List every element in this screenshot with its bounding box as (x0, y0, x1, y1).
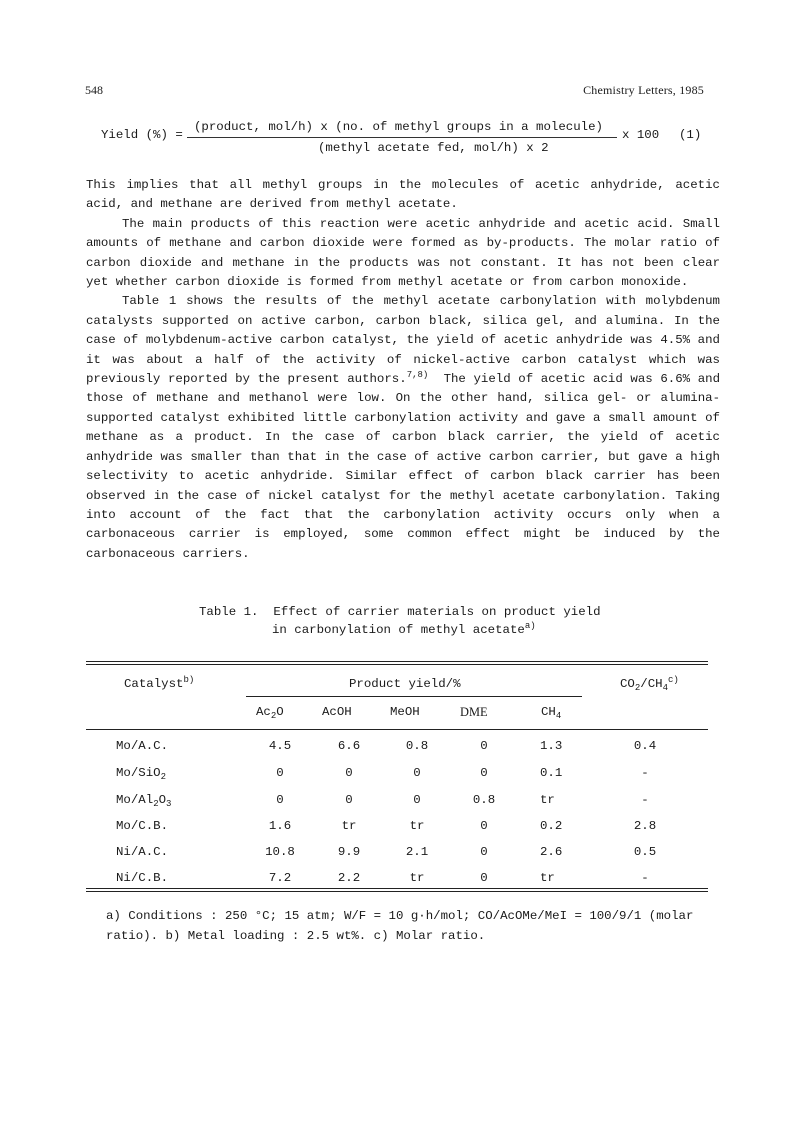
equation-number: (1) (679, 128, 702, 142)
table-cell-acoh: 6.6 (337, 739, 361, 753)
table-cell-catalyst (116, 793, 216, 807)
ac2o-o: O (276, 705, 284, 719)
header-ac2o (256, 705, 284, 719)
catalyst-subscript: 2 (153, 799, 159, 809)
header-catalyst (124, 677, 194, 691)
table-cell-ch4: 0.2 (540, 819, 563, 833)
catalyst-name: Ni/C.B. (116, 871, 169, 885)
table-cell-dme: 0 (480, 819, 488, 833)
table-cell-ac2o: 0 (276, 766, 284, 780)
table-cell-ac2o: 10.8 (265, 845, 295, 859)
equation-multiplier: x 100 (622, 128, 660, 142)
table-cell-catalyst (116, 739, 216, 753)
table-cell-catalyst (116, 819, 216, 833)
catalyst-name: Ni/A.C. (116, 845, 169, 859)
table-bottom-rule-double (86, 891, 708, 892)
table-cell-acoh: tr (341, 819, 357, 833)
table-caption-superscript: a) (524, 621, 536, 631)
ac2o-ac: Ac (256, 705, 271, 719)
table-cell-ch4: tr (540, 793, 555, 807)
paragraph-2: The main products of this reaction were acetic anhydride and acetic acid. Small amounts of methane and carbon dioxide were formed as by-products. The molar ratio of carbon dioxide and methane in the products was not constant. It has not been clear yet whether carbon dioxide is formed from methyl acetate or from carbon monoxide. (86, 216, 720, 290)
table-cell-ratio: 0.5 (633, 845, 657, 859)
table-cell-ac2o: 1.6 (268, 819, 292, 833)
header-catalyst-text: Catalyst (124, 677, 184, 691)
ch4-sub: 4 (555, 711, 562, 721)
paragraph-3 (86, 292, 720, 564)
table-footnote-line-2: ratio). b) Metal loading : 2.5 wt%. c) Molar ratio. (106, 929, 486, 943)
header-acoh: AcOH (322, 705, 352, 719)
table-top-rule (86, 661, 708, 662)
table-cell-dme: 0 (480, 845, 488, 859)
table-cell-dme: 0.8 (472, 793, 496, 807)
fraction-bar (187, 137, 617, 138)
table-cell-acoh: 0 (345, 793, 353, 807)
product-yield-rule (246, 696, 582, 697)
header-co2-ch4-ratio (620, 677, 679, 691)
table-cell-catalyst (116, 845, 216, 859)
table-cell-meoh: 0.8 (405, 739, 429, 753)
table-caption-line-1: Table 1. Effect of carrier materials on product yield (199, 605, 601, 619)
table-caption-text: in carbonylation of methyl acetate (272, 623, 525, 637)
table-top-rule-double (86, 664, 708, 665)
table-cell-catalyst (116, 766, 216, 780)
table-footnote-line-1: a) Conditions : 250 °C; 15 atm; W/F = 10 g·h/mol; CO/AcOMe/MeI = 100/9/1 (molar (106, 909, 694, 923)
table-cell-ratio: - (641, 766, 649, 780)
table-caption-line-2 (272, 621, 536, 640)
ch4-ch: CH (541, 705, 556, 719)
table-cell-ch4: 2.6 (540, 845, 563, 859)
table-cell-ac2o: 0 (276, 793, 284, 807)
table-cell-meoh: 0 (413, 793, 421, 807)
paragraph-1: This implies that all methyl groups in the molecules of acetic anhydride, acetic acid, and methane are derived from methyl acetate. (86, 178, 720, 212)
table-cell-ratio: 0.4 (633, 739, 657, 753)
journal-header: Chemistry Letters, 1985 (583, 83, 704, 97)
paragraph-3-text: Table 1 shows the results of the methyl acetate carbonylation with molybdenum catalysts supported on active carbon, carbon black, silica gel, and alumina. In the case of molybdenum-active carbon catalyst, the yield of acetic anhydride was 4.5% and it was about a half of the activity of nickel-active carbon catalyst which was previously reported by the present authors. (86, 294, 720, 387)
ac2o-sub: 2 (270, 711, 277, 721)
table-cell-dme: 0 (480, 739, 488, 753)
ratio-sub-2: 2 (634, 683, 641, 693)
table-cell-ac2o: 4.5 (268, 739, 292, 753)
table-header-rule (86, 729, 708, 730)
catalyst-name: Mo/C.B. (116, 819, 169, 833)
table-cell-meoh: 0 (413, 766, 421, 780)
header-ch4 (541, 705, 561, 719)
table-cell-ratio: 2.8 (633, 819, 657, 833)
equation-label: Yield (%) = (101, 128, 183, 142)
catalyst-name: Mo/A.C. (116, 739, 169, 753)
catalyst-name-end: O (158, 793, 167, 807)
header-meoh: MeOH (390, 705, 420, 719)
table-cell-dme: 0 (480, 871, 488, 885)
table-cell-catalyst (116, 871, 216, 885)
catalyst-name: Mo/Al (116, 793, 154, 807)
header-catalyst-sup: b) (183, 675, 195, 685)
table-cell-meoh: tr (409, 819, 425, 833)
table-cell-ch4: 1.3 (540, 739, 563, 753)
ratio-sup: c) (668, 675, 679, 685)
ratio-co: CO (620, 677, 635, 691)
table-cell-ac2o: 7.2 (268, 871, 292, 885)
table-cell-meoh: tr (409, 871, 425, 885)
header-dme: DME (460, 705, 488, 719)
header-product-yield: Product yield/% (349, 677, 461, 691)
equation-numerator: (product, mol/h) x (no. of methyl groups in a molecule) (194, 120, 603, 134)
catalyst-name: Mo/SiO (116, 766, 161, 780)
table-bottom-rule (86, 888, 708, 889)
table-cell-meoh: 2.1 (405, 845, 429, 859)
paragraph-3-continued: The yield of acetic acid was 6.6% and those of methane and methanol were low. On the other hand, silica gel- or alumina-supported catalyst exhibited little carbonylation activity and gave a small amount of methane as a product. In the case of carbon black carrier, the yield of acetic anhydride was smaller than that in the case of active carbon carrier, but gave a high selectivity to acetic anhydride. Similar effect of carbon black carrier has been observed in the case of nickel catalyst for the methyl acetate carbonylation. Taking into account of the fact that the carbonylation activity occurs only when a carbonaceous carrier is employed, some common effect might be induced by the carbonaceous carriers. (86, 372, 721, 561)
table-cell-dme: 0 (480, 766, 488, 780)
ratio-ch: /CH (640, 677, 663, 691)
table-cell-ch4: 0.1 (540, 766, 563, 780)
ratio-sub-4: 4 (662, 683, 668, 693)
page-number: 548 (85, 83, 103, 97)
table-cell-acoh: 0 (345, 766, 353, 780)
table-cell-acoh: 2.2 (337, 871, 361, 885)
catalyst-subscript: 2 (160, 772, 167, 782)
equation-denominator: (methyl acetate fed, mol/h) x 2 (318, 141, 549, 155)
body-text (86, 176, 720, 564)
table-cell-acoh: 9.9 (337, 845, 361, 859)
table-cell-ch4: tr (540, 871, 555, 885)
catalyst-subscript-2: 3 (166, 799, 172, 809)
citation-superscript: 7,8) (406, 370, 429, 381)
table-cell-ratio: - (641, 871, 649, 885)
table-cell-ratio: - (641, 793, 649, 807)
